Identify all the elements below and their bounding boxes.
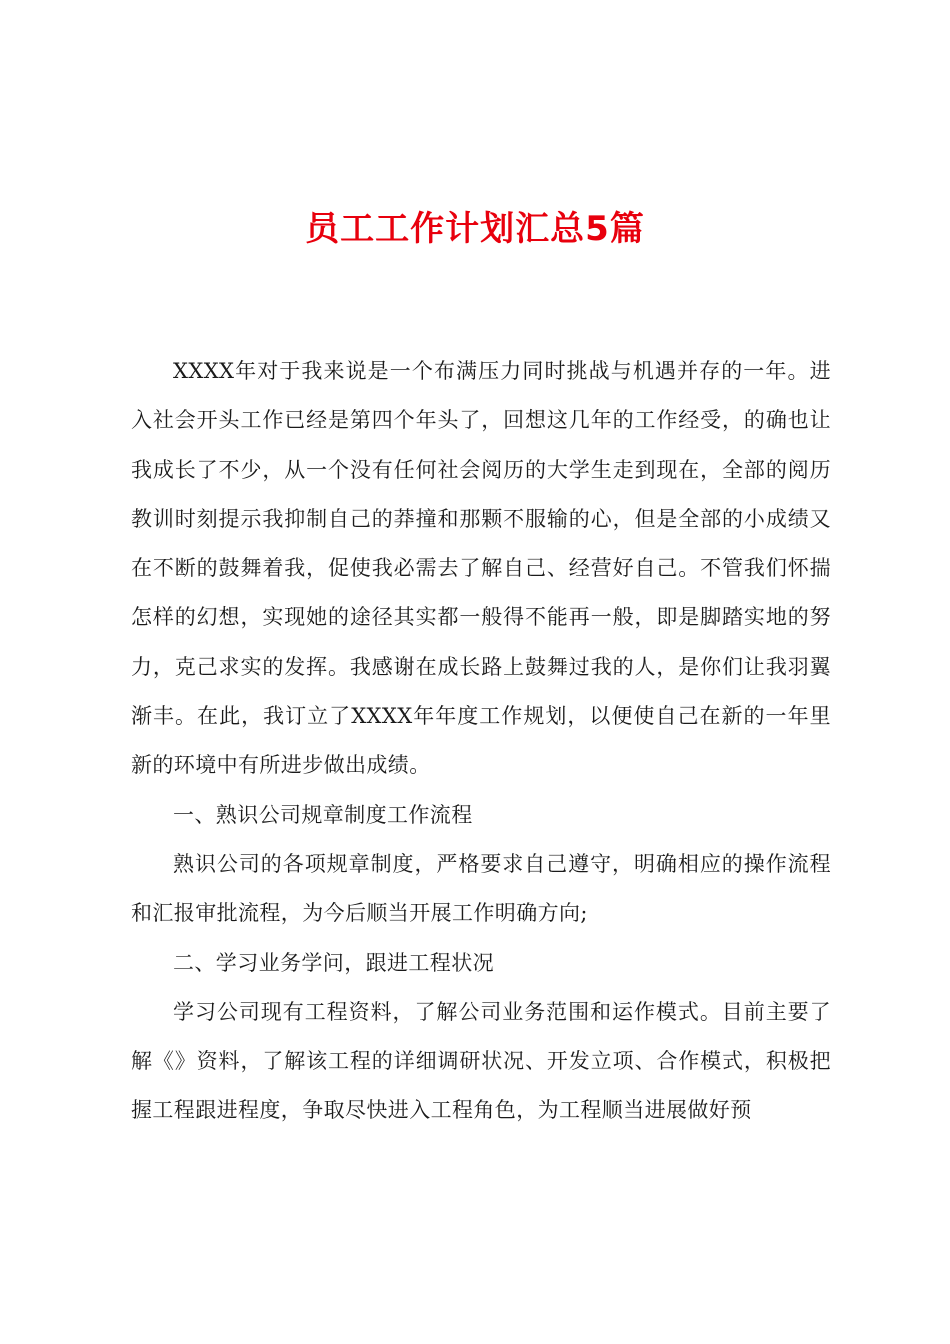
paragraph-section-1: 熟识公司的各项规章制度，严格要求自己遵守，明确相应的操作流程和汇报审批流程，为今后顺当开展工作明确方向; (131, 851, 831, 926)
paragraph-intro: XXXX年对于我来说是一个布满压力同时挑战与机遇并存的一年。进入社会开头工作已经是第四个年头了，回想这几年的工作经受，的确也让我成长了不少，从一个没有任何社会阅历的大学生走到现在，全部的阅历教训时刻提示我抑制自己的莽撞和那颗不服输的心，但是全部的小成绩又在不断的鼓舞着我，促使我必需去了解自己、经营好自己。不管我们怀揣怎样的幻想，实现她的途径其实都一般得不能再一般，即是脚踏实地的努力，克己求实的发挥。我感谢在成长路上鼓舞过我的人，是你们让我羽翼渐丰。在此，我订立了XXXX年年度工作规划，以便使自己在新的一年里新的环境中有所进步做出成绩。 (131, 359, 831, 778)
document-title: 员工工作计划汇总5篇 (305, 209, 645, 249)
document-body (131, 347, 831, 1136)
section-heading-1: 一、熟识公司规章制度工作流程 (173, 802, 473, 827)
paragraph-section-2: 学习公司现有工程资料，了解公司业务范围和运作模式。目前主要了解《》资料，了解该工程的详细调研状况、开发立项、合作模式，积极把握工程跟进程度，争取尽快进入工程角色，为工程顺当进展做好预 (131, 999, 831, 1123)
section-heading-2: 二、学习业务学问，跟进工程状况 (173, 950, 494, 975)
